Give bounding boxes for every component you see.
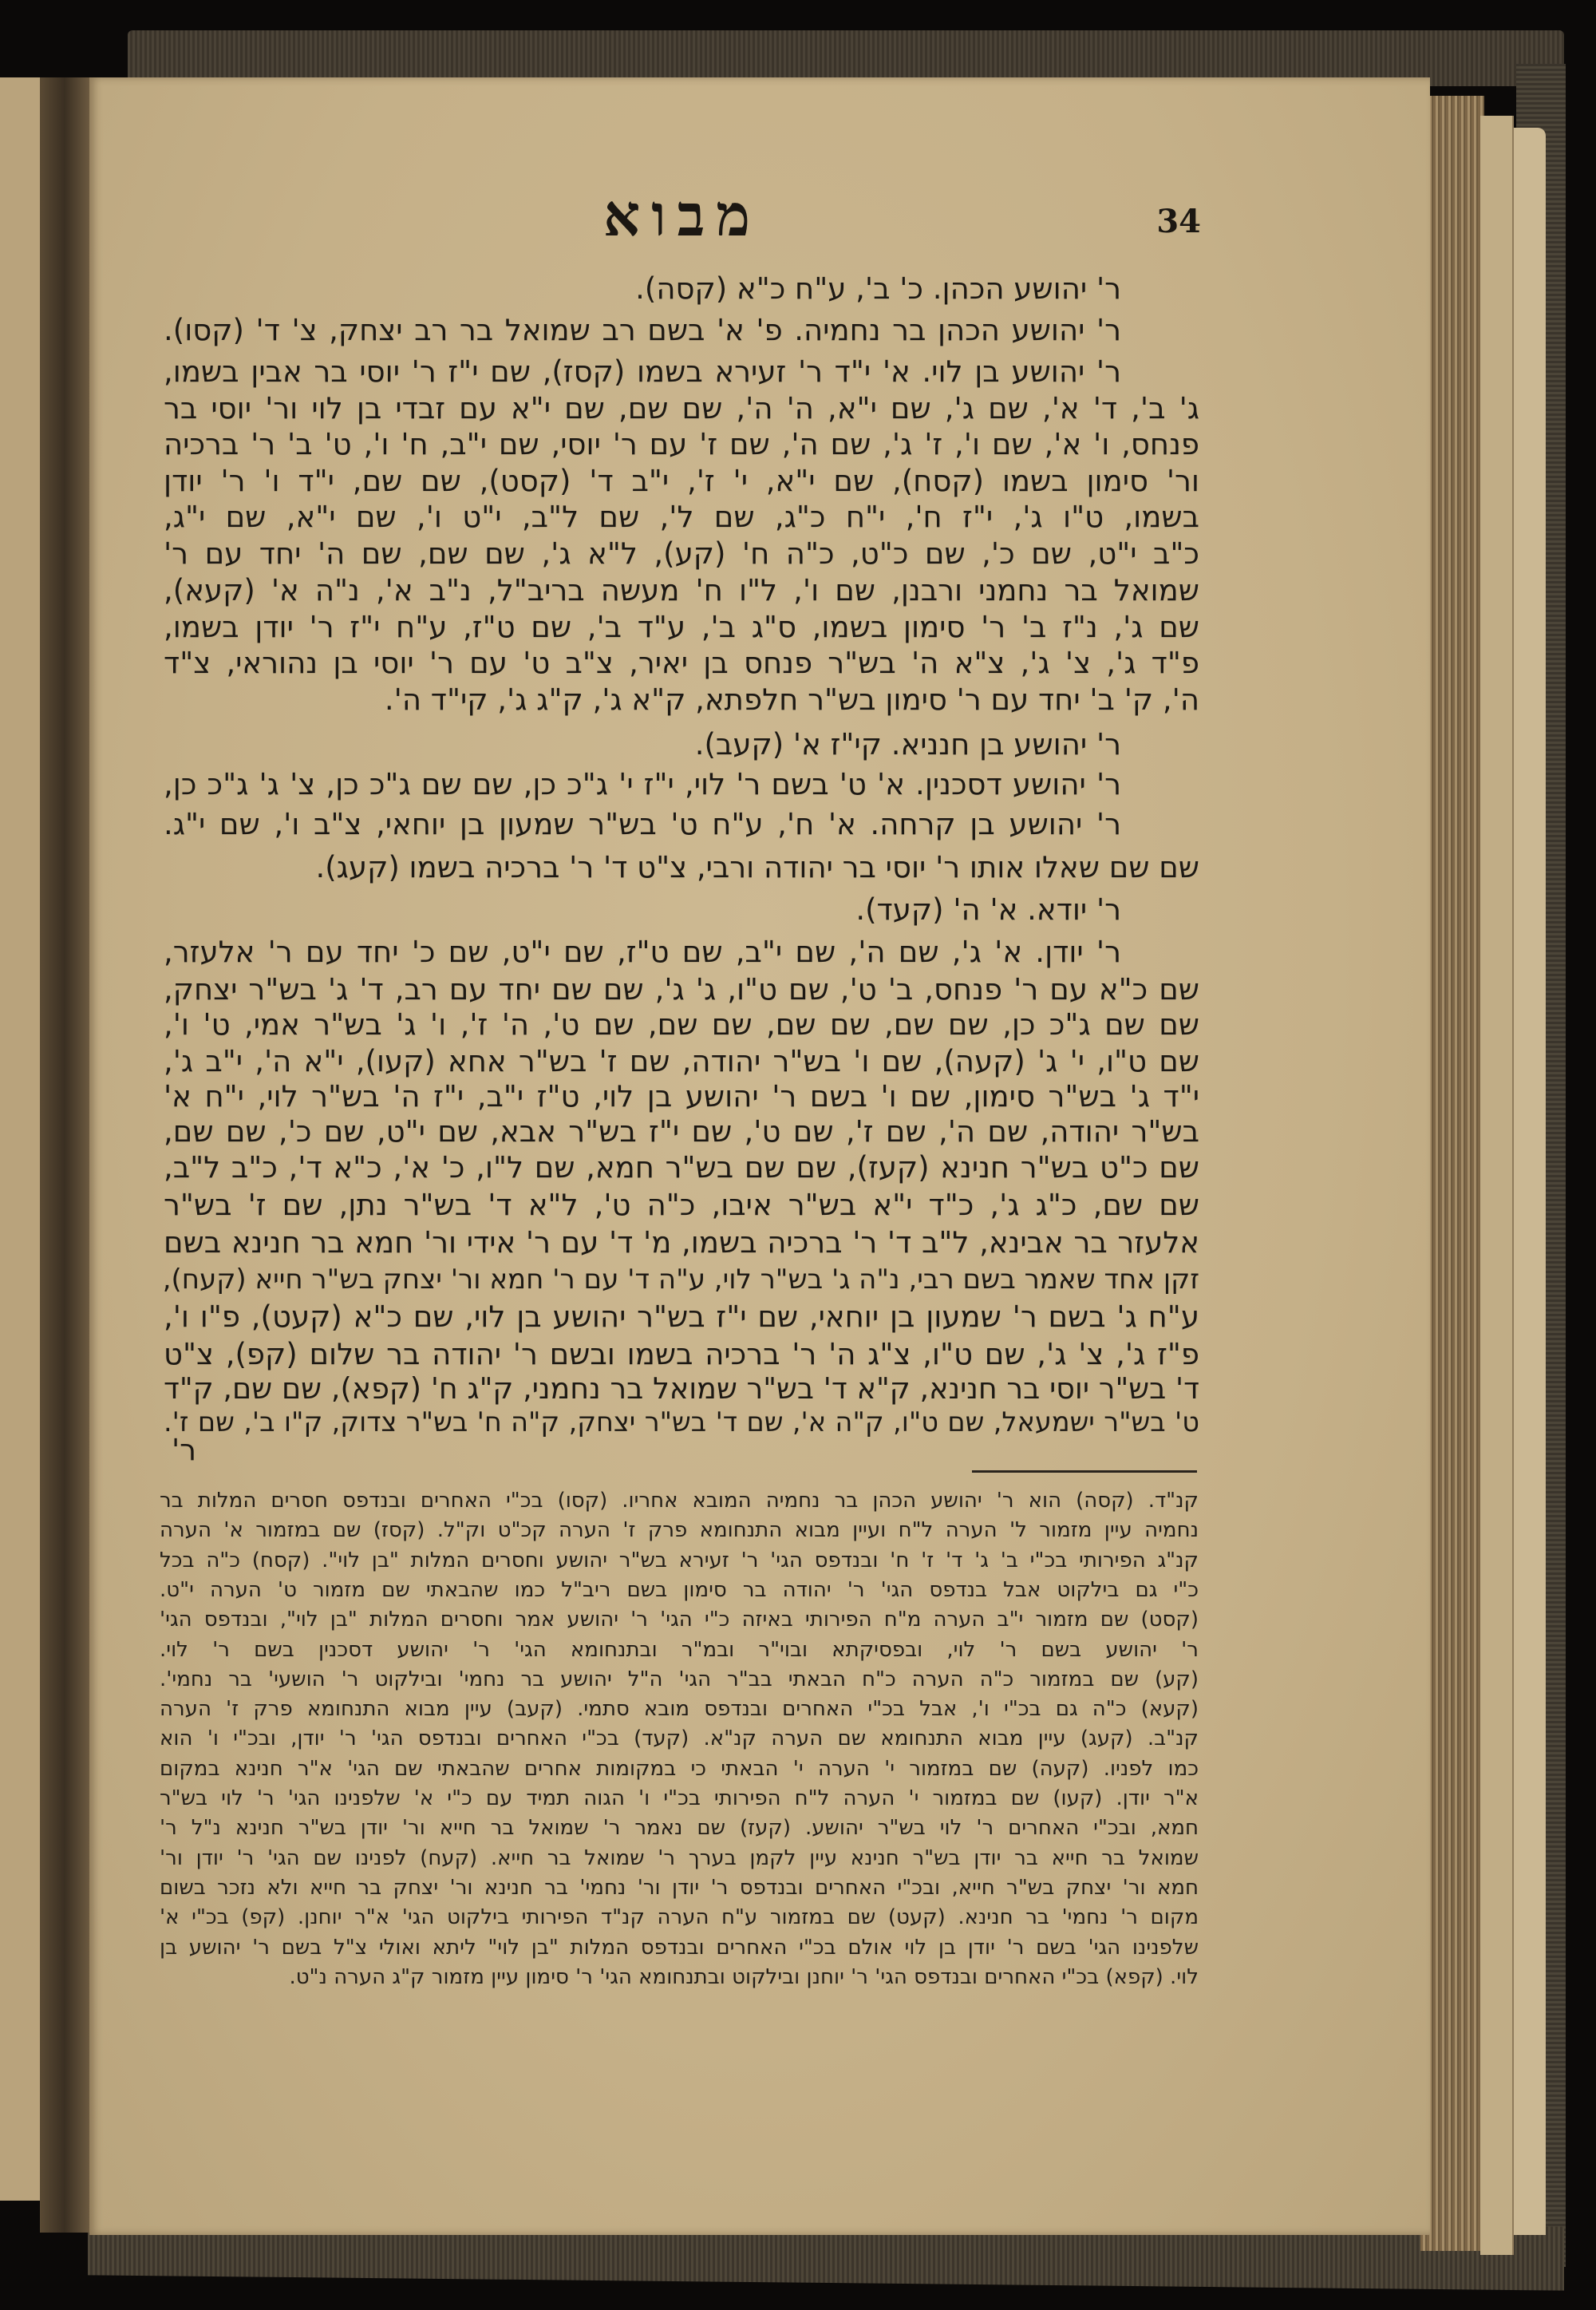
text-line: ד' בש"ר יוסי בר חנינא, ק"א ד' בש"ר שמואל בר נחמני, ק"ג ח' (קפא), שם שם, ק"ד — [164, 1371, 1199, 1406]
footnote-line: (קסט) שם מזמור י"ב הערה מ"ח הפירותי באיזה כ"י הגי' ר' יהושע אמר וחסרים המלות "בן לוי", ובנדפס הגי' — [160, 1608, 1199, 1632]
footnote-line: א"ר יודן. (קעו) שם במזמור י' הערה ל"ח הפירותי בכ"י ו' הגוה תמיד עם כ"י א' שלפנינו הגי' ר' לוי בש"ר — [160, 1786, 1199, 1810]
text-line: שם שם, כ"ג ג', כ"ד י"א בש"ר איבו, כ"ה ט', ל"א ד' בש"ר נתן, שם ז' בש"ר — [164, 1188, 1199, 1222]
footnote-line: קנ"ב. (קעג) עיין מבוא התנחומא שם הערה קנ"א. (קעד) בכ"י האחרים ובנדפס הגי' ר' יודן, ובכ"י ו' הוא — [160, 1727, 1199, 1751]
paragraph-first-line: ר' יודא. א' ה' (קעד). — [855, 892, 1121, 927]
book-gutter — [40, 77, 89, 2233]
paragraph-first-line: ר' יהושע הכהן. כ' ב', ע"ח כ"א (קסה). — [635, 271, 1121, 306]
page-edges — [1420, 96, 1484, 2251]
paragraph-first-line: ר' יודן. א' ג', שם ה', שם י"ב, שם ט"ז, שם י"ט, שם כ' יחד עם ר' אלעזר, — [164, 935, 1121, 969]
footnote-line: חמא, ובכ"י האחרים ר' לוי בש"ר יהושע. (קעז) שם נאמר ר' שמואל בר חייא ור' יודן בש"ר חנינא נ"ל ר' — [160, 1816, 1199, 1841]
page-leaf — [1514, 128, 1546, 2235]
text-line: פנחס, ו' א', שם ו', ז' ג', שם ה', שם ז' עם ר' יוסי, שם י"ב, ח' ו', ט' ב' ר' ברכיה — [164, 427, 1199, 461]
footnote-line: (קעא) כ"ה גם בכ"י ו', אבל בכ"י האחרים ובנדפס מובא סתמי. (קעב) עיין מבוא התנחומא פרק ז' הערה — [160, 1697, 1199, 1722]
page-number: 34 — [1156, 203, 1201, 240]
text-line: פ"ז ג', צ' ג', שם ט"ו, צ"ג ה' ר' ברכיה בשמו ובשם ר' יהודה בר שלום (קפ), צ"ט — [164, 1337, 1199, 1371]
footnote-line: שמואל בר חייא בר יודן בש"ר חנינא עיין לקמן בערך ר' שמואל בר חייא. (קעח) לפנינו שם הגי' ר' יודן ור' — [160, 1845, 1199, 1870]
page-leaf — [1480, 116, 1514, 2255]
text-line: ע"ח ג' בשם ר' שמעון בן יוחאי, שם י"ז בש"ר יהושע בן לוי, שם כ"א (קעט), פ"ו ו', — [164, 1299, 1199, 1334]
paragraph-first-line: ר' יהושע הכהן בר נחמיה. פ' א' בשם רב שמואל בר רב יצחק, צ' ד' (קסו). — [164, 313, 1121, 347]
footnote-line: קנ"ד. (קסה) הוא ר' יהושע הכהן בר נחמיה המובא אחריו. (קסו) בכ"י האחרים ובנדפס חסרים המלות בר — [160, 1489, 1199, 1513]
text-line: ט' בש"ר ישמעאל, שם ט"ו, ק"ה א', שם ד' בש"ר יצחק, ק"ה ח' בש"ר צדוק, ק"ו ב', שם ז'. — [164, 1406, 1199, 1438]
text-line: בש"ר יהודה, שם ה', שם ז', שם ט', שם י"ז בש"ר אבא, שם י"ט, שם כ', שם שם, — [164, 1114, 1199, 1149]
paragraph-first-line: ר' יהושע בן לוי. א' י"ד ר' זעירא בשמו (קסז), שם י"ז ר' יוסי בר אבין בשמו, — [164, 354, 1121, 389]
paragraph-first-line: ר' יהושע בן קרחה. א' ח', ע"ח ט' בש"ר שמעון בן יוחאי, צ"ב ו', שם י"ג. — [164, 807, 1121, 841]
text-line: פ"ד ג', צ' ג', צ"א ה' בש"ר פנחס בן יאיר, צ"ב ט' עם ר' יוסי בן נהוראי, צ"ד — [164, 646, 1199, 680]
text-line: זקן אחד שאמר בשם רבי, נ"ה ג' בש"ר לוי, ע"ה ד' עם ר' חמא ור' יצחק בש"ר חייא (קעח), — [162, 1264, 1199, 1295]
footnote-line: (קע) שם במזמור כ"ה הערה כ"ח הבאתי בב"ר הגי' ה"ל יהושע בר נחמי' ובילקוט ר' הושעי' בר נחמי'. — [160, 1667, 1199, 1691]
text-line: שם כ"ט בש"ר חנינא (קעז), שם שם בש"ר חמא, שם ל"ו, כ' א', כ"א ד', כ"ב ל"ב, — [164, 1150, 1199, 1185]
footnote-line: מקום ר' נחמי' בר חנינא. (קעט) שם במזמור ע"ח הערה קנ"ד הפירותי בילקוט הגי' א"ר יוחנן. (קפ) בכ"י א' — [160, 1905, 1199, 1930]
text-line: שם ג', נ"ז ב' ר' סימון בשמו, ס"ג ב', ע"ד ב', שם ט"ז, ע"ח י"ז ר' יודן בשמו, — [164, 610, 1199, 644]
text-line: י"ד ג' בש"ר סימון, שם ו' בשם ר' יהושע בן לוי, ט"ז י"ב, י"ז ה' בש"ר לוי, י"ח א' — [164, 1079, 1199, 1113]
text-line: שם שם ג"כ כן, שם שם, שם שם, שם שם, שם ט', ה' ז', ו' ג' בש"ר אמי, ט' ו', — [164, 1007, 1199, 1042]
text-line: שם שם שאלו אותו ר' יוסי בר יהודה ורבי, צ"ט ד' ר' ברכיה בשמו (קעג). — [315, 850, 1199, 884]
text-line: שם כ"א עם ר' פנחס, ב' ט', שם ט"ו, ג' ג', שם שם יחד עם רב, ד' ג' בש"ר יצחק, — [164, 972, 1199, 1007]
footnote-line: נחמיה עיין מזמור ל' הערה ל"ח ועיין מבוא התנחומא פרק ז' הערה קכ"ט וק"ל. (קסז) שם במזמור א' הערה — [160, 1518, 1199, 1543]
text-line: אלעזר בר אבינא, ל"ב ד' ר' ברכיה בשמו, מ' ד' עם ר' אידי ור' חמא בר חנינא בשם — [164, 1225, 1199, 1260]
footnote-line: קנ"ג הפירותי בכ"י ב' ג' ד' ז' ח' ובנדפס הגי' ר' זעירא בש"ר יהושע וחסרים המלות "בן לוי". (קסח) כ"ה בכל — [160, 1548, 1199, 1572]
text-line: כ"ב י"ט, שם כ', שם כ"ט, כ"ה ח' (קע), ל"א ג', שם שם, שם ה' יחד עם ר' — [164, 536, 1199, 571]
footnote-line: חמא ור' יצחק בש"ר חייא, ובכ"י האחרים ובנדפס ר' יודן ור' נחמי' בר חנינא ור' יצחק בר חייא ולא נזכר בשום — [160, 1875, 1199, 1900]
footnote-separator — [972, 1470, 1197, 1473]
text-line: שמואל בר נחמני ורבנן, שם ו', ל"ו ח' מעשה בריב"ל, נ"ב א', נ"ה א' (קעא), — [164, 573, 1199, 607]
paragraph-first-line: ר' יהושע דסכנין. א' ט' בשם ר' לוי, י"ז י' ג"כ כן, שם שם ג"כ כן, צ' ג' ג"כ כן, — [164, 767, 1121, 801]
text-line: שם ט"ו, י' ג' (קעה), שם ו' בש"ר יהודה, שם ז' בש"ר אחא (קעו), י"א ה', י"ב ג', — [164, 1044, 1199, 1078]
footnote-line: לוי. (קפא) בכ"י האחרים ובנדפס הגי' ר' יוחנן ובילקוט ובתנחומא הגי' ר' סימון עיין מזמור ק"ג הערה נ"ט. — [289, 1964, 1199, 1989]
footnote-line: כמו לפניו. (קעה) שם במזמור י' הערה י' הבאתי כי במקומות אחרים שהבאתי שם הגי' א"ר חנינא במקום — [160, 1756, 1199, 1781]
footnote-line: כ"י גם בילקוט אבל בנדפס הגי' ר' יהודה בר סימון בשם ריב"ל כמו שהבאתי שם מזמור ט' הערה י"ט. — [160, 1577, 1199, 1602]
text-line: ור' סימון בשמו (קסח), שם י"א, י' ז', י"ב ד' (קסט), שם שם, י"ד ו' ר' יודן — [164, 464, 1199, 498]
previous-page-edge — [0, 77, 45, 2201]
paragraph-first-line: ר' יהושע בן חנניא. קי"ז א' (קעב). — [694, 727, 1121, 761]
page-title: מבוא — [602, 181, 762, 249]
footnote-line: ר' יהושע בשם ר' לוי, ובפסיקתא ובוי"ר ובמ"ר ובתנחומא הגי' ר' יהושע דסכנין בשם ר' לוי. — [160, 1637, 1199, 1662]
text-line: בשמו, ט"ו ג', י"ז ח', י"ח כ"ג, שם ל', שם ל"ב, י"ט ו', שם י"א, שם י"ג, — [164, 500, 1199, 534]
text-line: ה', ק' ב' יחד עם ר' סימון בש"ר חלפתא, ק"א ג', ק"ג ג', קי"ד ה'. — [384, 682, 1199, 717]
catchword: ר' — [172, 1433, 197, 1467]
footnote-line: שלפנינו הגי' בשם ר' יודן בן לוי אולם בכ"י האחרים ובנדפס המלות "בן לוי" ליתא ואולי צ"ל בשם ר' יהושע בן — [160, 1935, 1199, 1960]
text-line: ג' ב', ד' א', שם ג', שם י"א, ה' ה', שם שם, שם י"א עם זבדי בן לוי ור' יוסי בר — [164, 391, 1199, 425]
